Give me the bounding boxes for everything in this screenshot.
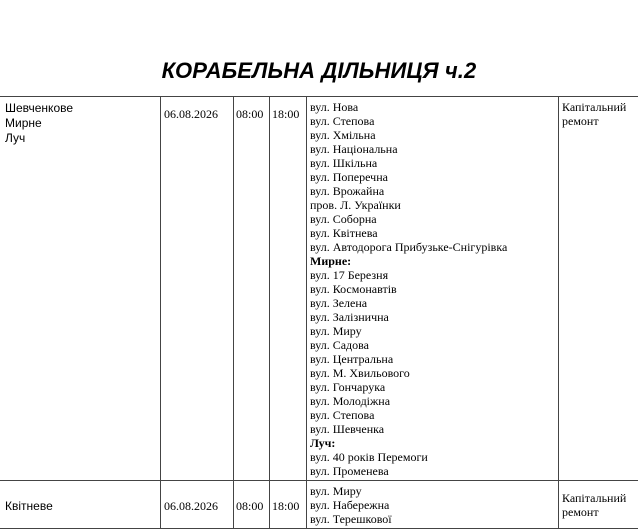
end-time-cell: 18:00 <box>270 97 307 481</box>
street-item: вул. Променева <box>310 464 389 478</box>
street-item: вул. Шевченка <box>310 422 385 436</box>
street-item: вул. Степова <box>310 114 375 128</box>
page-title: КОРАБЕЛЬНА ДІЛЬНИЦЯ ч.2 <box>161 58 477 83</box>
street-item: вул. 40 років Перемоги <box>310 450 428 464</box>
settlement-heading: Луч: <box>310 436 336 450</box>
street-item: вул. Хмільна <box>310 128 376 142</box>
street-item: вул. Степова <box>310 408 375 422</box>
street-item: вул. М. Хвильового <box>310 366 410 380</box>
settlement-name: Шевченкове <box>5 101 74 115</box>
outage-schedule-table <box>0 96 638 529</box>
street-item: вул. Миру <box>310 484 362 498</box>
street-item: вул. Врожайна <box>310 184 385 198</box>
work-type-text: ремонт <box>562 505 599 519</box>
street-item: вул. Нова <box>310 100 359 114</box>
table-row <box>0 481 638 529</box>
street-item: вул. Центральна <box>310 352 394 366</box>
street-item: вул. Миру <box>310 324 362 338</box>
street-item: вул. Гончарука <box>310 380 386 394</box>
street-item: вул. Залізнична <box>310 310 389 324</box>
settlements-cell <box>0 481 161 529</box>
street-item: вул. 17 Березня <box>310 268 389 282</box>
street-item: вул. Садова <box>310 338 369 352</box>
street-item: вул. Поперечна <box>310 170 388 184</box>
streets-cell <box>307 97 559 481</box>
street-item: вул. Соборна <box>310 212 377 226</box>
settlement-name: Луч <box>5 131 26 145</box>
date-cell: 06.08.2026 <box>161 481 234 529</box>
work-type-text: Капітальний <box>562 491 627 505</box>
street-item: вул. Набережна <box>310 498 390 512</box>
date-cell: 06.08.2026 <box>161 97 234 481</box>
street-item: вул. Терешкової <box>310 512 392 526</box>
schedule-body <box>0 97 638 529</box>
settlement-heading: Мирне: <box>310 254 352 268</box>
street-item: вул. Автодорога Прибузьке-Снігурівка <box>310 240 508 254</box>
work-type-cell <box>559 97 638 481</box>
start-time-cell: 08:00 <box>234 97 270 481</box>
streets-cell <box>307 481 559 529</box>
street-item: пров. Л. Українки <box>310 198 401 212</box>
street-item: вул. Квітнева <box>310 226 378 240</box>
work-type-cell <box>559 481 638 529</box>
work-type-text: ремонт <box>562 114 599 128</box>
street-item: вул. Молодіжна <box>310 394 391 408</box>
settlement-name: Мирне <box>5 116 42 130</box>
work-type-text: Капітальний <box>562 100 627 114</box>
start-time-cell: 08:00 <box>234 481 270 529</box>
settlements-cell <box>0 97 161 481</box>
street-item: вул. Національна <box>310 142 398 156</box>
street-item: вул. Космонавтів <box>310 282 397 296</box>
end-time-cell: 18:00 <box>270 481 307 529</box>
settlement-name: Квітневе <box>5 499 53 513</box>
table-row <box>0 97 638 481</box>
street-item: вул. Зелена <box>310 296 368 310</box>
street-item: вул. Шкільна <box>310 156 378 170</box>
